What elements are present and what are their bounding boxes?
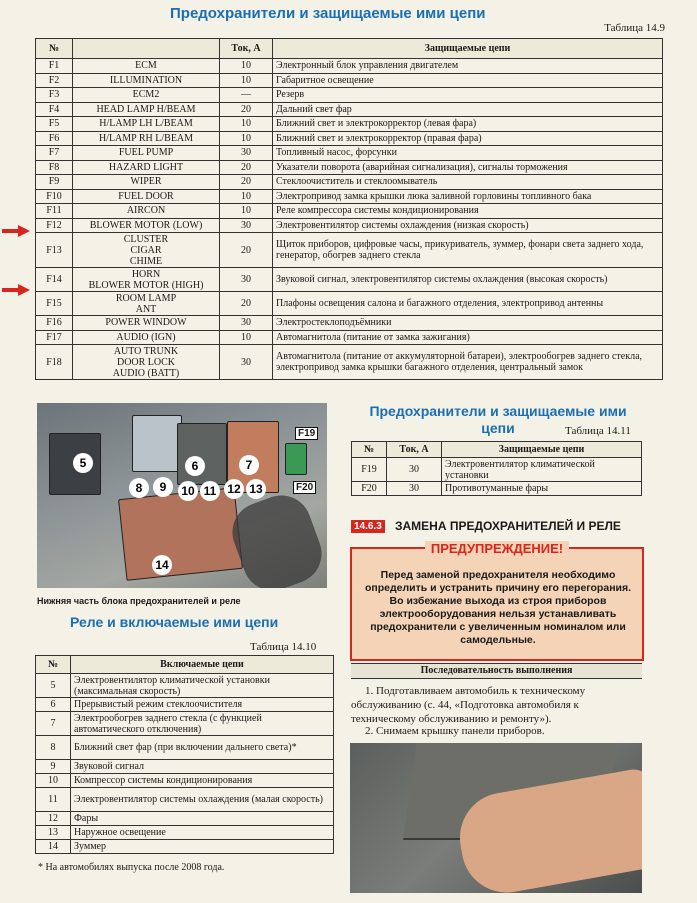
fuse-name: AIRCON [73, 204, 220, 219]
fuse-id: F5 [36, 117, 73, 132]
fuse-circuits: Реле компрессора системы кондиционирования [273, 204, 663, 219]
table-row [36, 698, 334, 712]
fuse-current: 30 [220, 316, 273, 331]
fuse-name: AUDIO (IGN) [73, 330, 220, 345]
relay-circuits: Ближний свет фар (при включении дальнего света)* [71, 736, 334, 760]
sequence-title-bar [351, 663, 642, 679]
relay-id: 5 [36, 674, 71, 698]
fuse-current: 10 [220, 59, 273, 74]
fuse-current: 30 [220, 345, 273, 380]
fuse-id: F16 [36, 316, 73, 331]
fuse-table-2 [351, 441, 642, 496]
fuse-current: 30 [220, 268, 273, 292]
col-current: Ток, А [220, 39, 273, 59]
fuse-name: HEAD LAMP H/BEAM [73, 102, 220, 117]
fuse-id: F9 [36, 175, 73, 190]
fuse-id: F18 [36, 345, 73, 380]
table-row [36, 812, 334, 826]
table-row [36, 345, 663, 380]
fuse-name: ROOM LAMP ANT [73, 292, 220, 316]
fuse-id: F8 [36, 160, 73, 175]
fuse2-circuits: Противотуманные фары [442, 482, 642, 496]
table-caption-14-10: Таблица 14.10 [250, 641, 317, 653]
fuse-name: H/LAMP RH L/BEAM [73, 131, 220, 146]
fuse-current: 20 [220, 292, 273, 316]
fuse-circuits: Габаритное освещение [273, 73, 663, 88]
fuse2-id: F20 [352, 482, 387, 496]
table-caption-14-9: Таблица 14.9 [604, 22, 665, 34]
fuse-current: 10 [220, 131, 273, 146]
fuse-id: F15 [36, 292, 73, 316]
fuse-f19-f20 [285, 443, 307, 475]
fuse-circuits: Электровентилятор системы охлаждения (низкая скорость) [273, 218, 663, 233]
fuse-name: HAZARD LIGHT [73, 160, 220, 175]
fuse-name: H/LAMP LH L/BEAM [73, 117, 220, 132]
fuse-current: 10 [220, 189, 273, 204]
relay-circuits: Электровентилятор климатической установки (максимальная скорость) [71, 674, 334, 698]
fuse2-col-circuits: Защищаемые цепи [442, 442, 642, 458]
table-row [36, 760, 334, 774]
col-circuits: Защищаемые цепи [273, 39, 663, 59]
fuse2-col-current: Ток, А [387, 442, 442, 458]
fuse-name: WIPER [73, 175, 220, 190]
label-5: 5 [73, 453, 93, 473]
relay-14 [118, 487, 243, 581]
fuse-circuits: Щиток приборов, цифровые часы, прикуриватель, зуммер, фонари света заднего хода, генератор, обогрев заднего стекла [273, 233, 663, 268]
fuse-id: F7 [36, 146, 73, 161]
fuse-current: 20 [220, 160, 273, 175]
fuse-circuits: Дальний свет фар [273, 102, 663, 117]
table-row [36, 788, 334, 812]
relay-id: 7 [36, 712, 71, 736]
fuse-block-photo [37, 403, 327, 588]
relay-6-block [132, 415, 182, 472]
wire-harness [224, 487, 327, 588]
table-row [36, 268, 663, 292]
warning-text: Перед заменой предохранителя необходимо определить и устранить причину его перегорания. Во избежание выхода из строя приборов электрооборудования нельзя устанавливать предохранители с увеличенным номиналом или самодельные. [364, 569, 632, 646]
fuse-current: 20 [220, 102, 273, 117]
relay-col-circuits: Включаемые цепи [71, 656, 334, 674]
fuse-id: F13 [36, 233, 73, 268]
label-12: 12 [224, 479, 244, 499]
relay-col-number: № [36, 656, 71, 674]
relay-id: 8 [36, 736, 71, 760]
label-14: 14 [152, 555, 172, 575]
table-row [36, 218, 663, 233]
fuse-id: F4 [36, 102, 73, 117]
relay-id: 13 [36, 826, 71, 840]
fuse-current: 10 [220, 117, 273, 132]
fuse-circuits: Электростеклоподъёмники [273, 316, 663, 331]
fuse2-col-number: № [352, 442, 387, 458]
step-1: 1. Подготавливаем автомобиль к техническому обслуживанию (с. 44, «Подготовка автомобиля к техническому обслуживанию и ремонту»). [351, 685, 586, 725]
fuse-id: F1 [36, 59, 73, 74]
fuse-name: HORN BLOWER MOTOR (HIGH) [73, 268, 220, 292]
table-row [36, 233, 663, 268]
fuse-id: F3 [36, 88, 73, 103]
relay-id: 11 [36, 788, 71, 812]
label-10: 10 [178, 481, 198, 501]
arrow-f12 [18, 225, 30, 237]
fuse-table [35, 38, 663, 380]
col-number: № [36, 39, 73, 59]
fuse-name: ILLUMINATION [73, 73, 220, 88]
table-row [36, 131, 663, 146]
fuse-circuits: Плафоны освещения салона и багажного отделения, электропривод антенны [273, 292, 663, 316]
table-row [36, 175, 663, 190]
fuse-current: 30 [220, 146, 273, 161]
relay-id: 10 [36, 774, 71, 788]
table-row [36, 204, 663, 219]
label-6: 6 [185, 456, 205, 476]
warning-box [350, 541, 644, 661]
label-11: 11 [200, 481, 220, 501]
fuse-circuits: Ближний свет и электрокорректор (левая фара) [273, 117, 663, 132]
fuse-current: — [220, 88, 273, 103]
fuse-name: CLUSTER CIGAR CHIME [73, 233, 220, 268]
table-row [352, 458, 642, 482]
relay-circuits: Прерывистый режим стеклоочистителя [71, 698, 334, 712]
relay-id: 14 [36, 840, 71, 854]
table-row [36, 840, 334, 854]
fuse-current: 20 [220, 233, 273, 268]
table-row [36, 674, 334, 698]
table-row [36, 826, 334, 840]
dashboard-photo [350, 743, 642, 893]
relay-id: 9 [36, 760, 71, 774]
relay-circuits: Компрессор системы кондиционирования [71, 774, 334, 788]
page-title: Предохранители и защищаемые ими цепи [170, 5, 486, 22]
fuse-circuits: Электропривод замка крышки люка заливной горловины топливного бака [273, 189, 663, 204]
fuse-name: ECM [73, 59, 220, 74]
relay-id: 12 [36, 812, 71, 826]
fuse-id: F17 [36, 330, 73, 345]
fuse2-id: F19 [352, 458, 387, 482]
fuse-id: F11 [36, 204, 73, 219]
fuse-circuits: Автомагнитола (питание от замка зажигания) [273, 330, 663, 345]
procedure-badge: 14.6.3 [351, 520, 385, 533]
fuse-name: BLOWER MOTOR (LOW) [73, 218, 220, 233]
table-row [36, 316, 663, 331]
step-2: 2. Снимаем крышку панели приборов. [365, 725, 545, 737]
table-row [36, 88, 663, 103]
relay-section-title: Реле и включаемые ими цепи [70, 614, 279, 630]
fuse-name: AUTO TRUNK DOOR LOCK AUDIO (BATT) [73, 345, 220, 380]
fuse-current: 30 [220, 218, 273, 233]
relay-footnote: * На автомобилях выпуска после 2008 года. [38, 862, 225, 873]
table-row [36, 160, 663, 175]
fuse-circuits: Стеклоочиститель и стеклоомыватель [273, 175, 663, 190]
table-row [36, 117, 663, 132]
label-f20: F20 [293, 481, 316, 494]
photo-caption: Нижняя часть блока предохранителей и реле [37, 596, 241, 606]
table-caption-14-11: Таблица 14.11 [565, 425, 631, 437]
fuse-circuits: Топливный насос, форсунки [273, 146, 663, 161]
fuse-name: POWER WINDOW [73, 316, 220, 331]
fuse2-circuits: Электровентилятор климатической установки [442, 458, 642, 482]
fuse-circuits: Резерв [273, 88, 663, 103]
arrow-f14 [18, 284, 30, 296]
relay-id: 6 [36, 698, 71, 712]
fuse-name: FUEL DOOR [73, 189, 220, 204]
table-row [36, 102, 663, 117]
table-row [36, 189, 663, 204]
table-row [36, 712, 334, 736]
fuse-id: F10 [36, 189, 73, 204]
fuse-id: F2 [36, 73, 73, 88]
fuse-id: F12 [36, 218, 73, 233]
table-row [36, 59, 663, 74]
col-name [73, 39, 220, 59]
table-row [36, 330, 663, 345]
fuse-section2-title: Предохранители и защищаемые ими цепи [369, 403, 627, 436]
table-row [36, 292, 663, 316]
relay-circuits: Электровентилятор системы охлаждения (малая скорость) [71, 788, 334, 812]
table-row [36, 73, 663, 88]
fuse-circuits: Указатели поворота (аварийная сигнализация), сигналы торможения [273, 160, 663, 175]
fuse-id: F14 [36, 268, 73, 292]
fuse-current: 10 [220, 73, 273, 88]
fuse2-current: 30 [387, 482, 442, 496]
fuse-name: FUEL PUMP [73, 146, 220, 161]
label-8: 8 [129, 478, 149, 498]
fuse2-current: 30 [387, 458, 442, 482]
relay-circuits: Электрообогрев заднего стекла (с функцией автоматического отключения) [71, 712, 334, 736]
sequence-title: Последовательность выполнения [420, 665, 573, 676]
table-row [36, 736, 334, 760]
fuse-circuits: Электронный блок управления двигателем [273, 59, 663, 74]
procedure-title: ЗАМЕНА ПРЕДОХРАНИТЕЛЕЙ И РЕЛЕ [395, 519, 621, 533]
label-9: 9 [153, 477, 173, 497]
relay-6 [177, 423, 227, 485]
fuse-circuits: Звуковой сигнал, электровентилятор системы охлаждения (высокая скорость) [273, 268, 663, 292]
relay-circuits: Наружное освещение [71, 826, 334, 840]
warning-title-text: ПРЕДУПРЕЖДЕНИЕ! [425, 541, 569, 556]
relay-circuits: Зуммер [71, 840, 334, 854]
fuse-current: 10 [220, 330, 273, 345]
label-7: 7 [239, 455, 259, 475]
label-f19: F19 [295, 427, 318, 440]
relay-circuits: Фары [71, 812, 334, 826]
fuse-circuits: Ближний свет и электрокорректор (правая фара) [273, 131, 663, 146]
table-row [352, 482, 642, 496]
relay-table [35, 655, 334, 854]
fuse-current: 20 [220, 175, 273, 190]
warning-title [352, 540, 642, 558]
fuse-circuits: Автомагнитола (питание от аккумуляторной батареи), электрообогрев заднего стекла, электропривод замка крышки багажного отделения, центральный замок [273, 345, 663, 380]
fuse-id: F6 [36, 131, 73, 146]
table-row [36, 146, 663, 161]
fuse-current: 10 [220, 204, 273, 219]
relay-circuits: Звуковой сигнал [71, 760, 334, 774]
label-13: 13 [246, 479, 266, 499]
fuse-name: ECM2 [73, 88, 220, 103]
table-row [36, 774, 334, 788]
